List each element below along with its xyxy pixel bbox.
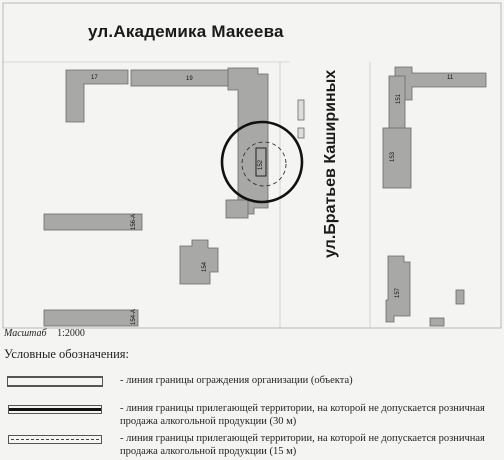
label-building-154: 154 [202, 261, 208, 272]
label-building-152: 152 [258, 159, 264, 170]
building-153 [383, 128, 411, 188]
street-label-akademika-makeeva: ул.Академика Макеева [88, 22, 284, 41]
legend-item-fence [8, 370, 498, 392]
building-156a [44, 214, 142, 230]
label-building-157: 157 [395, 287, 401, 298]
scale-value: 1:2000 [57, 328, 85, 339]
legend-text-30m: - линия границы прилегающей территории, на которой не допускается розничная продажа алкогольной продукции (30 м) [120, 403, 485, 427]
legend-text-fence: - линия границы ограждения организации (объекта) [120, 375, 353, 386]
small-structure [456, 290, 464, 304]
small-structure [298, 100, 304, 120]
legend-symbol-30m [8, 405, 102, 414]
legend-title: Условные обозначения: [4, 347, 130, 361]
map-scale [4, 328, 85, 339]
building-154 [180, 240, 218, 284]
legend-text-15m: - линия границы прилегающей территории, на которой не допускается розничная продажа алкогольной продукции (15 м) [120, 433, 485, 457]
legend-item-15m [8, 428, 498, 458]
legend-item-30m [8, 398, 498, 428]
building-152-annex [226, 200, 248, 218]
label-building-151: 151 [396, 93, 402, 104]
scale-label: Масштаб [4, 328, 47, 339]
label-building-19: 19 [186, 76, 193, 82]
street-label-bratev-kashirinykh: ул.Братьев Кашириных [322, 69, 339, 258]
small-structure [430, 318, 444, 326]
label-building-156a: 156-А [131, 213, 137, 230]
label-building-153: 153 [390, 151, 396, 162]
building-11 [395, 67, 486, 100]
legend-symbol-fence [8, 377, 102, 386]
legend-symbol-15m [8, 435, 102, 444]
building-154a [44, 310, 138, 326]
label-building-17: 17 [91, 75, 98, 81]
label-building-154a: 154-А [131, 308, 137, 325]
label-building-11: 11 [447, 75, 454, 81]
small-structure [298, 128, 304, 138]
